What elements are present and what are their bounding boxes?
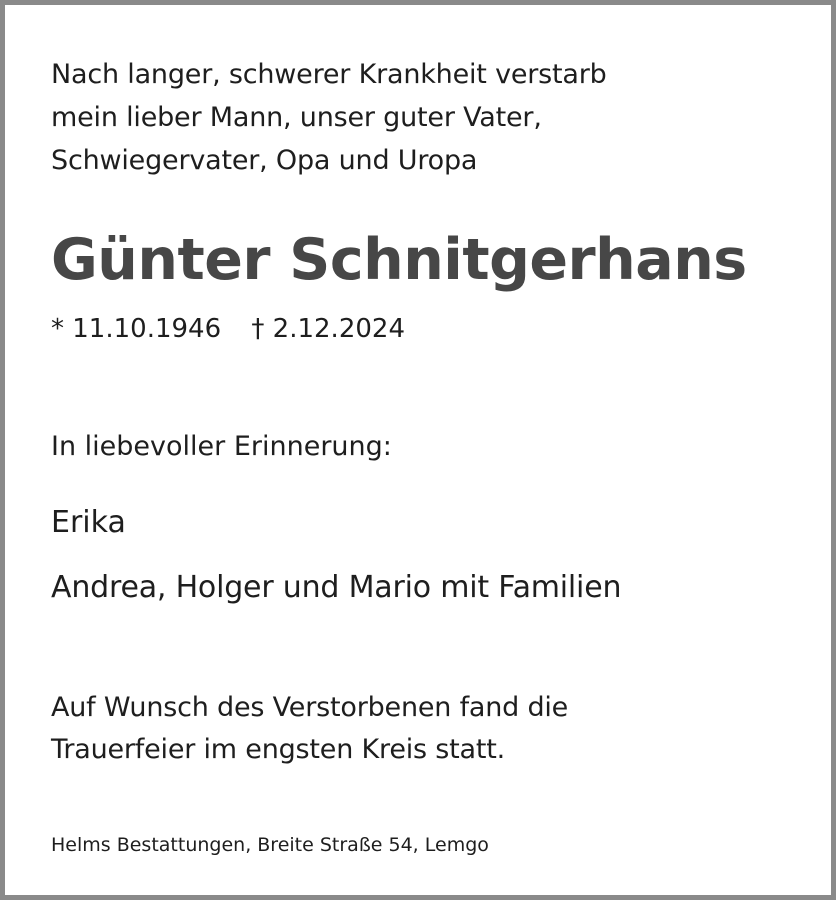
- death-date: † 2.12.2024: [251, 314, 405, 344]
- intro-line-3: Schwiegervater, Opa und Uropa: [51, 145, 478, 176]
- intro-line-1: Nach langer, schwerer Krankheit verstarb: [51, 59, 607, 90]
- birth-date: * 11.10.1946: [51, 314, 222, 344]
- notice-line-2: Trauerfeier im engsten Kreis statt.: [51, 734, 506, 765]
- funeral-notice: [51, 687, 568, 771]
- intro-block: [51, 53, 811, 182]
- survivor-spouse: Erika: [51, 505, 126, 540]
- life-dates: [51, 309, 405, 349]
- memory-heading: In liebevoller Erinnerung:: [51, 431, 392, 462]
- intro-text: [51, 53, 811, 182]
- deceased-name: Günter Schnitgerhans: [51, 227, 747, 293]
- undertaker-info: Helms Bestattungen, Breite Straße 54, Lemgo: [51, 834, 489, 856]
- survivor-children: Andrea, Holger und Mario mit Familien: [51, 570, 622, 605]
- notice-line-1: Auf Wunsch des Verstorbenen fand die: [51, 692, 569, 723]
- intro-line-2: mein lieber Mann, unser guter Vater,: [51, 102, 542, 133]
